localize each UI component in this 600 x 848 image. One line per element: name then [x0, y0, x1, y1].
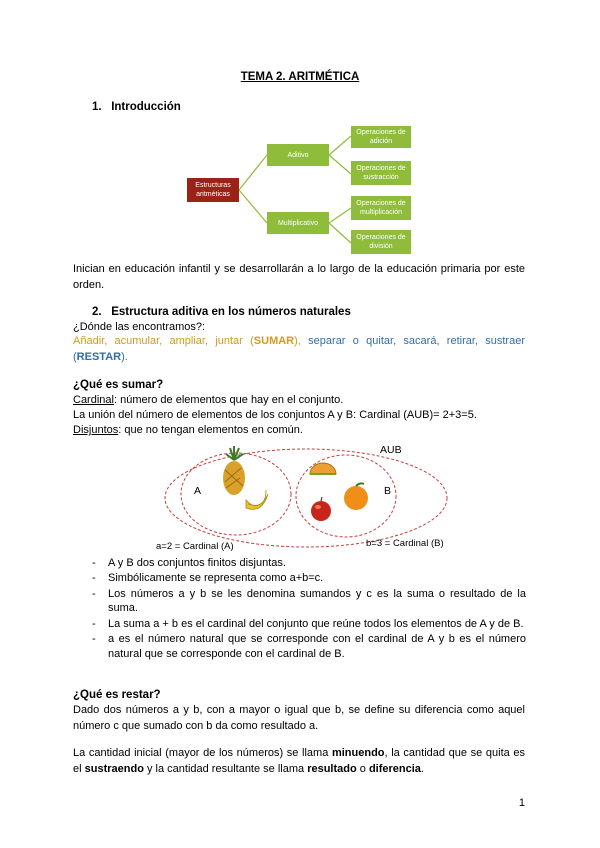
section-1-number: 1.: [92, 101, 102, 113]
page-title: TEMA 2. ARITMÉTICA: [240, 71, 360, 83]
section-1-title: Introducción: [111, 101, 181, 113]
minuendo-term: minuendo: [331, 747, 385, 759]
list-item: - Simbólicamente se representa como a+b=c.: [92, 572, 324, 585]
apple-icon: [311, 497, 331, 521]
venn-label-b: B: [384, 485, 392, 497]
que-es-restar-heading: ¿Qué es restar?: [73, 689, 161, 701]
disjuntos-term: Disjuntos: [73, 424, 119, 436]
venn-label-a: A: [194, 485, 202, 497]
add-words: Añadir, acumular, ampliar, juntar (: [73, 335, 254, 347]
diagram-root-node: Estructuras aritméticas: [187, 178, 239, 202]
diagram-aditivo-node: Aditivo: [267, 144, 329, 166]
venn-caption-a: a=2 = Cardinal (A): [156, 541, 234, 552]
bullet-mark: -: [92, 632, 96, 645]
page-number: 1: [518, 797, 525, 809]
venn-diagram: [150, 438, 460, 556]
properties-list: [92, 556, 526, 662]
cardinal-def: : número de elementos que hay en el conjunto.: [113, 394, 344, 406]
bullet-mark: -: [92, 557, 96, 569]
section-1-heading: [92, 101, 181, 113]
sumar-word: SUMAR: [253, 335, 295, 347]
restar-word: RESTAR: [76, 350, 122, 363]
intro-paragraph: Inician en educación infantil y se desarrollarán a lo largo de la educación primaria por este orden.: [73, 263, 525, 291]
venn-caption-b: b=3 = Cardinal (B): [366, 538, 444, 549]
list-item: - Los números a y b se les denomina sumandos y c es la suma o resultado de la suma.: [92, 587, 526, 615]
cardinal-definition: [73, 393, 525, 409]
banana-icon: [246, 490, 268, 509]
diagram-leaf-sustraccion: Operaciones de sustracción: [351, 161, 411, 185]
list-item: - a es el número natural que se corresponde con el cardinal de A y b es el número natural que se corresponde con el cardinal de B.: [92, 632, 526, 660]
sub-words: separar o quitar, sacará, retirar, sustraer (: [73, 335, 525, 363]
section-2-number: 2.: [92, 306, 102, 318]
sub-close: ).: [121, 350, 128, 363]
bullet-mark: -: [92, 587, 96, 600]
que-es-sumar-heading: ¿Qué es sumar?: [73, 379, 164, 391]
diagram-leaf-multiplicacion: Operaciones de multiplicación: [351, 196, 411, 220]
arithmetic-structures-diagram: [187, 122, 417, 258]
diagram-leaf-division: Operaciones de división: [351, 230, 411, 254]
add-close: ),: [294, 335, 301, 347]
section-2-title: Estructura aditiva en los números naturales: [111, 306, 351, 318]
sustraendo-term: sustraendo: [84, 762, 144, 775]
bullet-mark: -: [92, 572, 96, 585]
diferencia-term: diferencia: [368, 762, 421, 775]
resultado-term: resultado: [307, 762, 357, 775]
venn-label-aub: AUB: [380, 444, 402, 456]
section-2-heading: [92, 306, 351, 318]
list-item: - A y B dos conjuntos finitos disjuntas.: [92, 557, 286, 569]
union-line: La unión del número de elementos de los conjuntos A y B: Cardinal (AUB)= 2+3=5.: [73, 409, 477, 421]
orange-icon: [344, 483, 368, 510]
disjuntos-definition: [73, 423, 525, 439]
diagram-leaf-adicion: Operaciones de adición: [351, 126, 411, 148]
cardinal-term: Cardinal: [73, 394, 114, 406]
bullet-mark: -: [92, 617, 96, 630]
list-item: - La suma a + b es el cardinal del conjunto que reúne todos los elementos de A y de B.: [92, 617, 524, 630]
where-question: ¿Dónde las encontramos?:: [73, 321, 206, 333]
restar-definition: Dado dos números a y b, con a mayor o igual que b, se define su diferencia como aquel número c que sumado con b da como resultado a.: [73, 704, 525, 732]
diagram-multiplicativo-node: Multiplicativo: [267, 212, 329, 234]
operation-words: [73, 334, 525, 365]
disjuntos-def: : que no tengan elementos en común.: [118, 424, 303, 436]
restar-terms-paragraph: La cantidad inicial (mayor de los números) se llama minuendo, la cantidad que se quita es el sustraendo y la cantidad resultante se llama resultado o diferencia.: [73, 747, 526, 775]
